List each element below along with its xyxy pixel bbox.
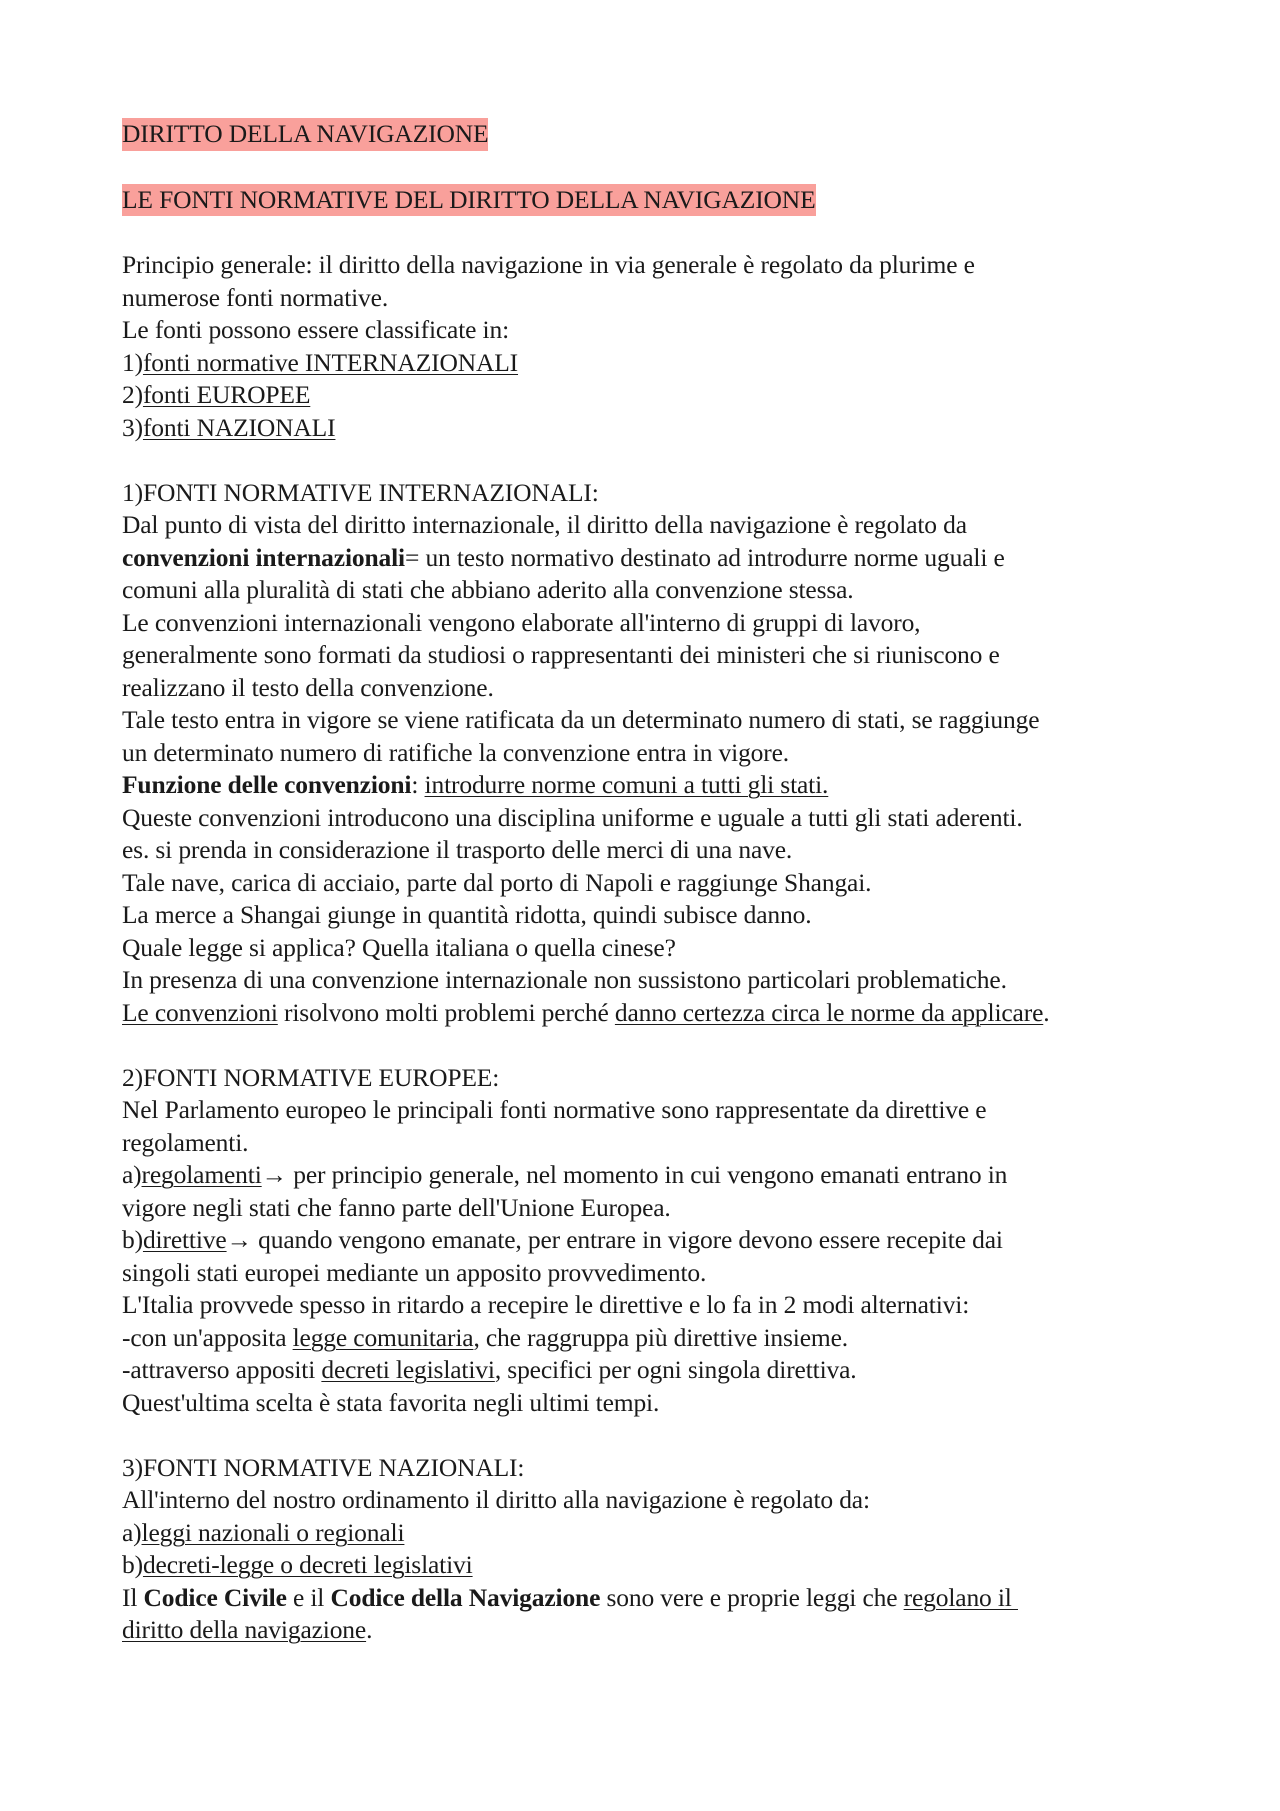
list-number: a) xyxy=(122,1517,142,1547)
paragraph-line: Tale testo entra in vigore se viene ratificata da un determinato numero di stati, se raggiunge xyxy=(122,705,1040,734)
paragraph-line: vigore negli stati che fanno parte dell'Unione Europea. xyxy=(122,1192,671,1222)
paragraph-line xyxy=(122,1549,1182,1582)
paragraph-line xyxy=(122,1224,1182,1257)
paragraph-line: Queste convenzioni introducono una disciplina uniforme e uguale a tutti gli stati aderenti. xyxy=(122,802,1023,832)
paragraph-line: generalmente sono formati da studiosi o rappresentanti dei ministeri che si riuniscono e xyxy=(122,640,1000,669)
document-subtitle: LE FONTI NORMATIVE DEL DIRITTO DELLA NAVIGAZIONE xyxy=(122,184,816,217)
underlined-text: leggi nazionali o regionali xyxy=(141,1517,405,1547)
text-span: risolvono molti problemi perché xyxy=(277,997,615,1027)
bold-term: Codice della Navigazione xyxy=(330,1582,601,1612)
paragraph-line: singoli stati europei mediante un apposito provvedimento. xyxy=(122,1257,707,1287)
intro-line: Le fonti possono essere classificate in: xyxy=(122,315,510,344)
text-span: , che raggruppa più direttive insieme. xyxy=(473,1322,848,1352)
paragraph-line: Tale nave, carica di acciaio, parte dal porto di Napoli e raggiunge Shangai. xyxy=(122,867,872,897)
list-number: a) xyxy=(122,1160,142,1189)
underlined-text: regolamenti xyxy=(141,1160,262,1189)
paragraph-line xyxy=(122,1614,1182,1647)
paragraph-line: Dal punto di vista del diritto internazionale, il diritto della navigazione è regolato da xyxy=(122,510,967,539)
paragraph-line: La merce a Shangai giunge in quantità ridotta, quindi subisce danno. xyxy=(122,900,812,929)
document-page xyxy=(122,118,1182,1647)
list-item-european xyxy=(122,379,1182,412)
paragraph-line: Quest'ultima scelta è stata favorita negli ultimi tempi. xyxy=(122,1387,660,1417)
paragraph-line xyxy=(122,997,1182,1030)
text-span: : xyxy=(411,770,425,799)
title-line xyxy=(122,118,1182,151)
text-span: Il xyxy=(122,1582,144,1612)
underlined-text: direttive xyxy=(142,1225,227,1254)
text-span: . xyxy=(366,1615,373,1644)
list-text: fonti normative INTERNAZIONALI xyxy=(142,347,519,377)
paragraph-line xyxy=(122,1322,1182,1355)
list-number: 1) xyxy=(122,347,143,377)
paragraph-line: realizzano il testo della convenzione. xyxy=(122,672,494,702)
bold-term: Funzione delle convenzioni xyxy=(122,770,412,799)
underlined-text: decreti-legge o decreti legislativi xyxy=(142,1550,473,1579)
text-span: -con un'apposita xyxy=(122,1322,293,1352)
section-heading-national: 3)FONTI NORMATIVE NAZIONALI: xyxy=(122,1452,525,1482)
section-heading-european: 2)FONTI NORMATIVE EUROPEE: xyxy=(122,1062,500,1092)
underlined-text: regolano il xyxy=(903,1582,1018,1612)
section-heading-international: 1)FONTI NORMATIVE INTERNAZIONALI: xyxy=(122,477,599,507)
text-span: = un testo normativo destinato ad introdurre norme uguali e xyxy=(404,542,1005,572)
underlined-text: legge comunitaria xyxy=(292,1322,474,1352)
text-span: . xyxy=(1043,997,1050,1027)
paragraph-line: In presenza di una convenzione internazionale non sussistono particolari problematiche. xyxy=(122,965,1007,994)
list-number: b) xyxy=(122,1225,143,1254)
subtitle-line xyxy=(122,184,1182,217)
underlined-text: Le convenzioni xyxy=(122,997,278,1027)
underlined-text: decreti legislativi xyxy=(321,1355,495,1384)
text-span: e il xyxy=(286,1582,331,1612)
paragraph-line: Le convenzioni internazionali vengono elaborate all'interno di gruppi di lavoro, xyxy=(122,607,921,637)
paragraph-line: regolamenti. xyxy=(122,1127,249,1157)
paragraph-line xyxy=(122,1582,1182,1615)
paragraph-line: es. si prenda in considerazione il trasporto delle merci di una nave. xyxy=(122,835,793,864)
bold-term: Codice Civile xyxy=(143,1582,287,1612)
text-span: → per principio generale, nel momento in cui vengono emanati entrano in xyxy=(261,1160,1008,1189)
list-number: 2) xyxy=(122,380,143,409)
text-span: → quando vengono emanate, per entrare in vigore devono essere recepite dai xyxy=(226,1225,1003,1254)
paragraph-line xyxy=(122,1354,1182,1387)
underlined-text: diritto della navigazione xyxy=(122,1615,367,1644)
underlined-text: introdurre norme comuni a tutti gli stati. xyxy=(424,770,829,799)
list-text: fonti EUROPEE xyxy=(142,380,311,409)
paragraph-line xyxy=(122,542,1182,575)
intro-line: numerose fonti normative. xyxy=(122,282,389,312)
text-span: -attraverso appositi xyxy=(122,1355,322,1384)
list-item-national xyxy=(122,412,1182,445)
paragraph-line: Nel Parlamento europeo le principali fonti normative sono rappresentate da direttive e xyxy=(122,1095,987,1124)
bold-term: convenzioni internazionali xyxy=(122,542,405,572)
list-number: b) xyxy=(122,1550,143,1579)
document-title: DIRITTO DELLA NAVIGAZIONE xyxy=(122,118,488,151)
list-text: fonti NAZIONALI xyxy=(142,412,336,442)
paragraph-line: un determinato numero di ratifiche la convenzione entra in vigore. xyxy=(122,737,790,767)
list-item-international xyxy=(122,347,1182,380)
paragraph-line xyxy=(122,1159,1182,1192)
paragraph-line: L'Italia provvede spesso in ritardo a recepire le direttive e lo fa in 2 modi alternativi: xyxy=(122,1290,970,1319)
intro-line: Principio generale: il diritto della navigazione in via generale è regolato da plurime e xyxy=(122,250,975,279)
paragraph-line: All'interno del nostro ordinamento il diritto alla navigazione è regolato da: xyxy=(122,1485,870,1514)
list-number: 3) xyxy=(122,412,143,442)
text-span: , specifici per ogni singola direttiva. xyxy=(494,1355,857,1384)
paragraph-line xyxy=(122,1517,1182,1550)
paragraph-line xyxy=(122,769,1182,802)
paragraph-line: comuni alla pluralità di stati che abbiano aderito alla convenzione stessa. xyxy=(122,575,854,604)
paragraph-line: Quale legge si applica? Quella italiana o quella cinese? xyxy=(122,932,676,962)
underlined-text: danno certezza circa le norme da applicare xyxy=(614,997,1044,1027)
text-span: sono vere e proprie leggi che xyxy=(600,1582,904,1612)
